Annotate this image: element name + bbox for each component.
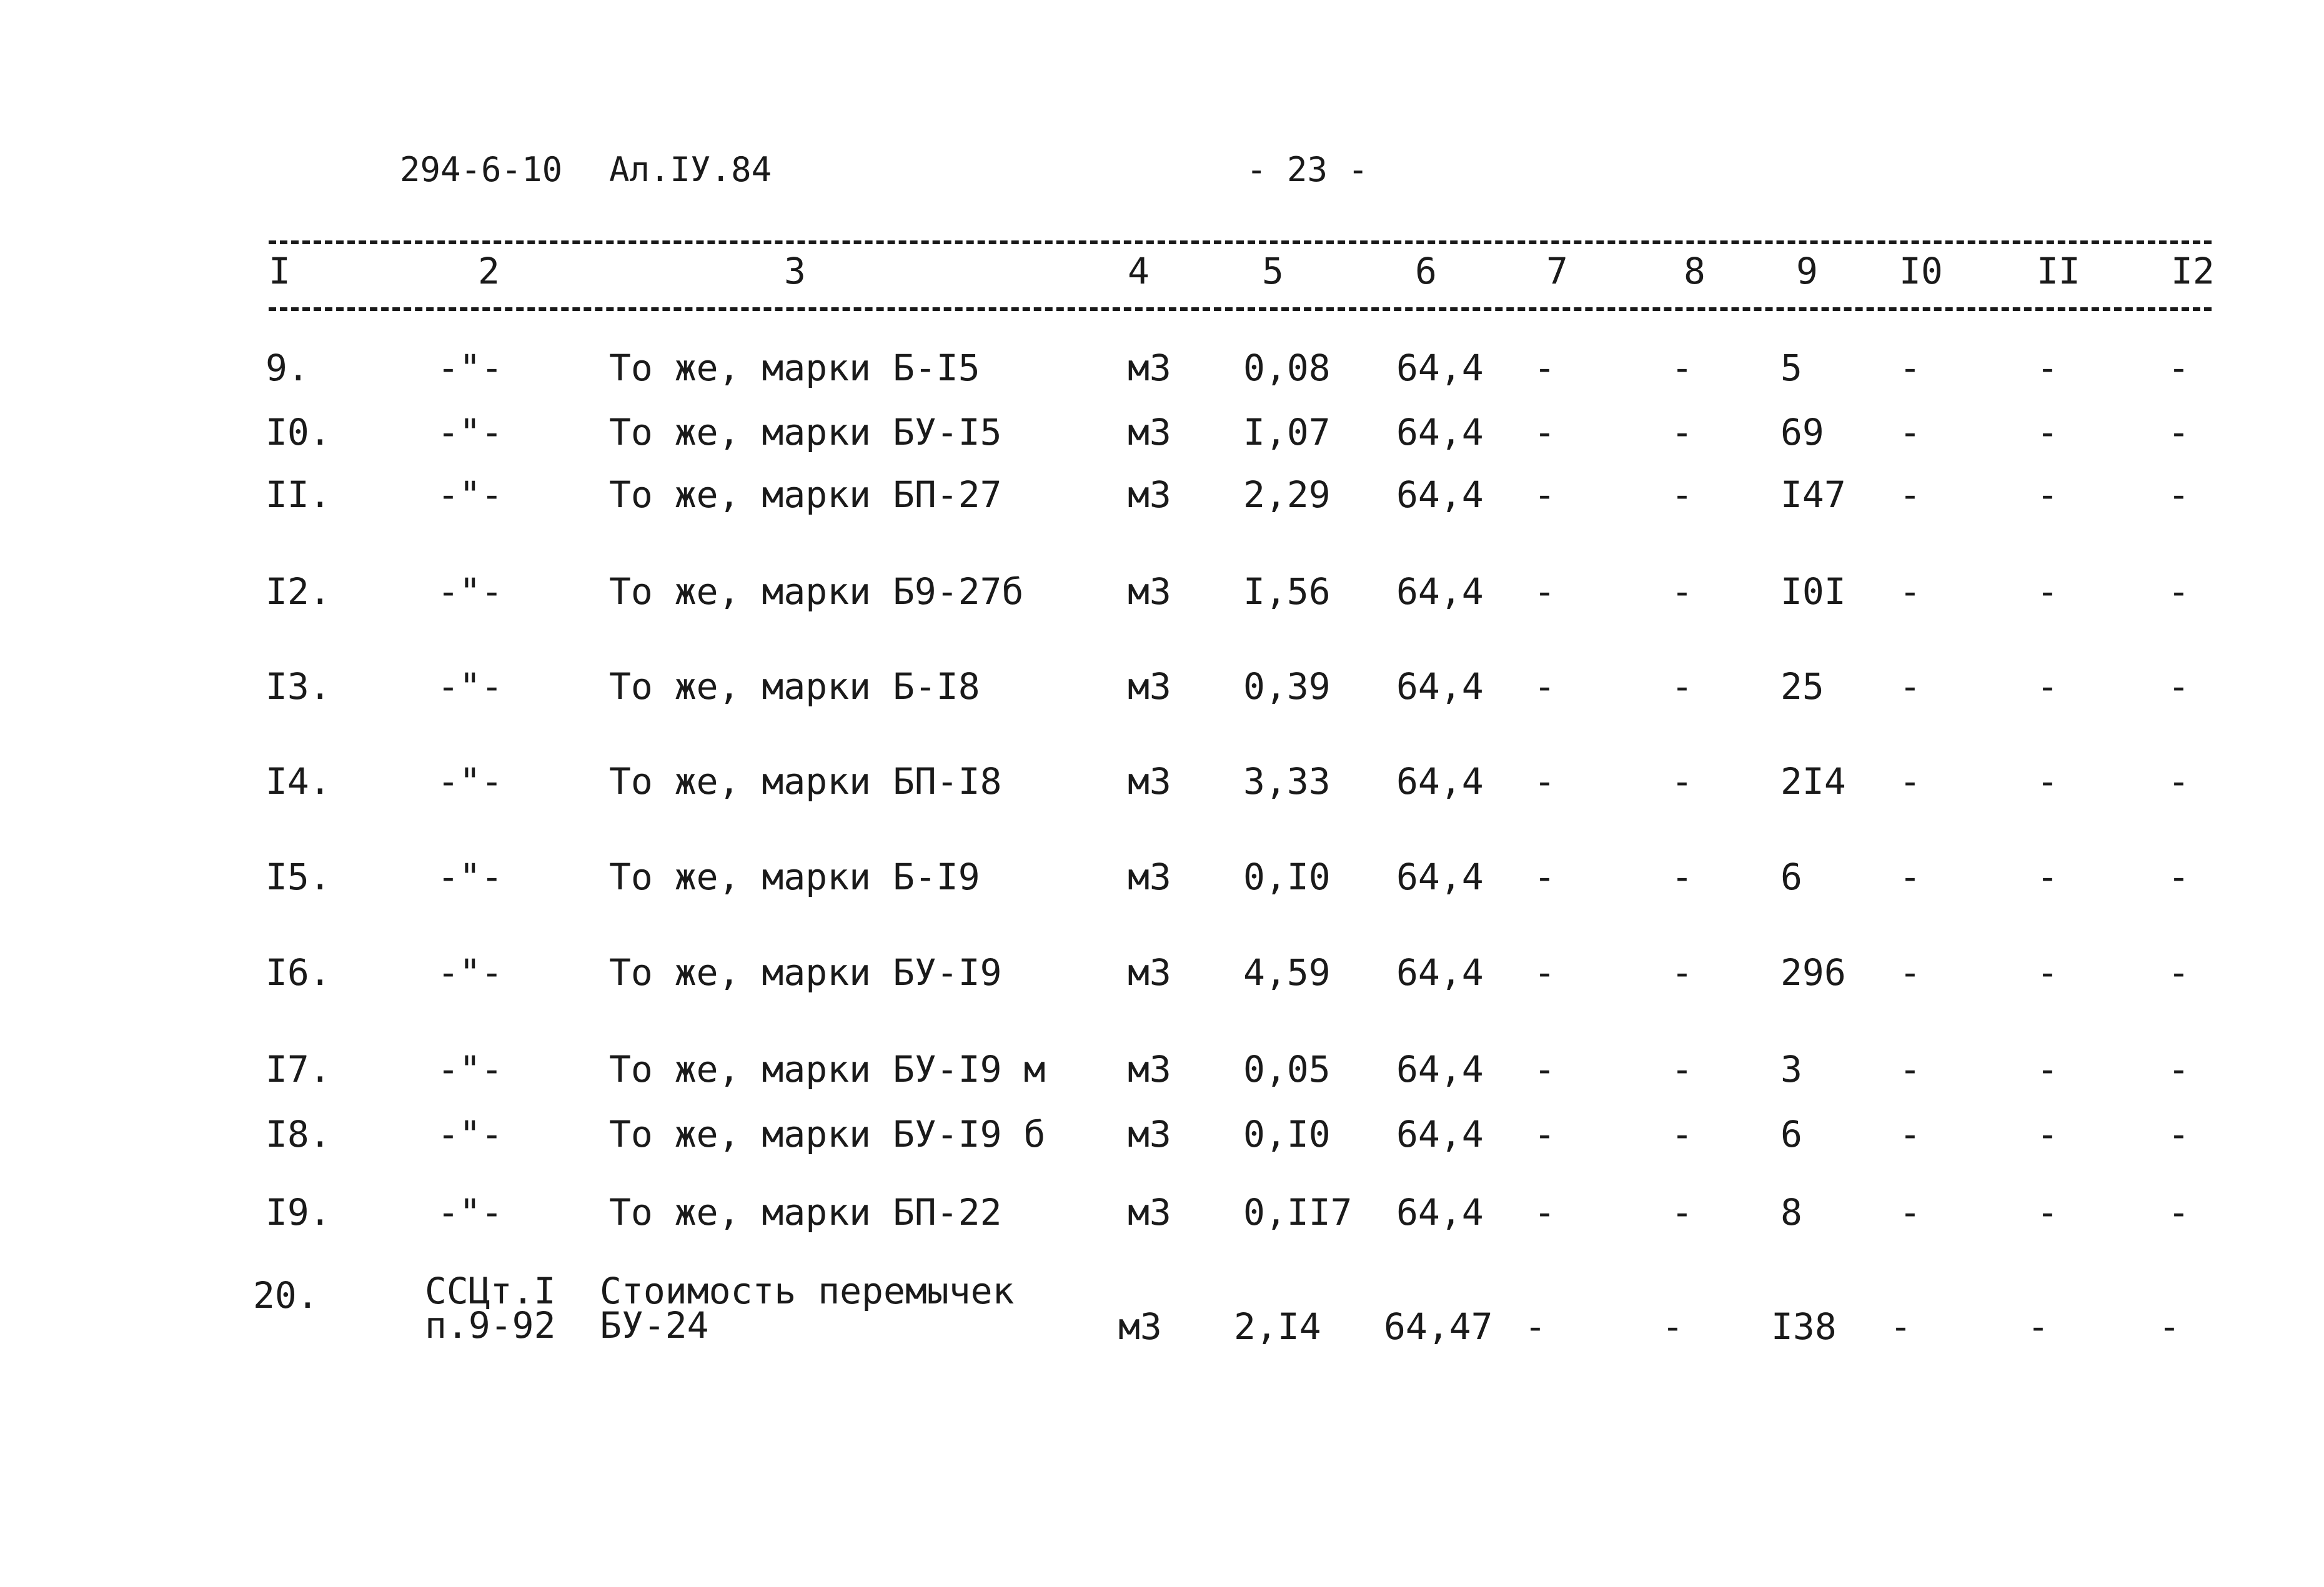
unit-cell: м3	[1118, 1305, 1162, 1348]
total-cell: 8	[1780, 1191, 1802, 1234]
col8-cell: -	[1671, 347, 1693, 389]
unit-cell: м3	[1128, 1048, 1171, 1090]
price-cell: 64,4	[1396, 1191, 1484, 1234]
col7-cell: -	[1534, 1191, 1556, 1234]
col7-cell: -	[1534, 1048, 1556, 1090]
total-cell: 69	[1780, 411, 1824, 453]
price-reference: -"-	[437, 856, 503, 898]
price-reference: -"-	[437, 951, 503, 994]
row-number: I9.	[266, 1191, 331, 1234]
col7-cell: -	[1534, 760, 1556, 803]
col12-cell: -	[2168, 473, 2190, 516]
col12-cell: -	[2168, 1048, 2190, 1090]
row-number: I3.	[266, 665, 331, 708]
column-number-10: I0	[1899, 250, 1943, 292]
col10-cell: -	[1899, 570, 1921, 613]
item-description: То же, марки Б-I5	[609, 347, 980, 389]
unit-cell: м3	[1128, 473, 1171, 516]
quantity-cell: I,56	[1243, 570, 1331, 613]
col7-cell: -	[1534, 347, 1556, 389]
total-cell: 3	[1780, 1048, 1802, 1090]
col11-cell: -	[2037, 570, 2058, 613]
item-description: То же, марки БП-27	[609, 473, 1002, 516]
col11-cell: -	[2037, 760, 2058, 803]
item-description: То же, марки БУ-I9 б	[609, 1113, 1046, 1155]
price-cell: 64,47	[1384, 1305, 1493, 1348]
row-number: II.	[266, 473, 331, 516]
unit-cell: м3	[1128, 856, 1171, 898]
price-reference: -"-	[437, 760, 503, 803]
column-number-2: 2	[478, 250, 500, 292]
column-number-4: 4	[1128, 250, 1150, 292]
row-number: I6.	[266, 951, 331, 994]
quantity-cell: 3,33	[1243, 760, 1331, 803]
col8-cell: -	[1671, 665, 1693, 708]
price-reference: -"-	[437, 1048, 503, 1090]
total-cell: 6	[1780, 856, 1802, 898]
col11-cell: -	[2027, 1305, 2049, 1348]
quantity-cell: 0,I0	[1243, 1113, 1331, 1155]
item-description: То же, марки БП-I8	[609, 760, 1002, 803]
column-number-9: 9	[1796, 250, 1818, 292]
quantity-cell: 0,08	[1243, 347, 1331, 389]
col11-cell: -	[2037, 347, 2058, 389]
col7-cell: -	[1534, 951, 1556, 994]
price-cell: 64,4	[1396, 665, 1484, 708]
col7-cell: -	[1534, 411, 1556, 453]
total-cell: I0I	[1780, 570, 1846, 613]
item-description: То же, марки БУ-I5	[609, 411, 1002, 453]
col12-cell: -	[2168, 760, 2190, 803]
col11-cell: -	[2037, 856, 2058, 898]
row-number: I7.	[266, 1048, 331, 1090]
col12-cell: -	[2168, 856, 2190, 898]
col11-cell: -	[2037, 1048, 2058, 1090]
col12-cell: -	[2168, 951, 2190, 994]
col11-cell: -	[2037, 665, 2058, 708]
col8-cell: -	[1671, 1113, 1693, 1155]
price-cell: 64,4	[1396, 1048, 1484, 1090]
column-number-8: 8	[1684, 250, 1706, 292]
col12-cell: -	[2168, 347, 2190, 389]
quantity-cell: I,07	[1243, 411, 1331, 453]
col10-cell: -	[1899, 347, 1921, 389]
col8-cell: -	[1671, 951, 1693, 994]
col10-cell: -	[1899, 473, 1921, 516]
col10-cell: -	[1899, 1048, 1921, 1090]
row-number: I8.	[266, 1113, 331, 1155]
table-header-rule	[269, 307, 2212, 311]
col8-cell: -	[1671, 570, 1693, 613]
col11-cell: -	[2037, 951, 2058, 994]
price-reference: -"-	[437, 1113, 503, 1155]
price-reference-line-1: ССЦт.I	[425, 1270, 556, 1312]
row-number: 20.	[253, 1274, 319, 1317]
col12-cell: -	[2168, 411, 2190, 453]
col7-cell: -	[1524, 1305, 1546, 1348]
col12-cell: -	[2168, 570, 2190, 613]
column-number-5: 5	[1262, 250, 1284, 292]
document-code: 294-6-10	[400, 150, 563, 189]
row-number: I4.	[266, 760, 331, 803]
total-cell: I38	[1771, 1305, 1837, 1348]
price-cell: 64,4	[1396, 856, 1484, 898]
col10-cell: -	[1899, 760, 1921, 803]
quantity-cell: 0,39	[1243, 665, 1331, 708]
price-reference: -"-	[437, 473, 503, 516]
price-reference	[425, 1270, 556, 1347]
item-description: То же, марки Б-I9	[609, 856, 980, 898]
total-cell: 6	[1780, 1113, 1802, 1155]
col8-cell: -	[1671, 1191, 1693, 1234]
quantity-cell: 0,II7	[1243, 1191, 1353, 1234]
col10-cell: -	[1899, 665, 1921, 708]
col12-cell: -	[2168, 1191, 2190, 1234]
col10-cell: -	[1899, 856, 1921, 898]
total-cell: 296	[1780, 951, 1846, 994]
total-cell: 25	[1780, 665, 1824, 708]
price-cell: 64,4	[1396, 347, 1484, 389]
col7-cell: -	[1534, 570, 1556, 613]
item-description: То же, марки БУ-I9	[609, 951, 1002, 994]
col8-cell: -	[1671, 1048, 1693, 1090]
col8-cell: -	[1662, 1305, 1684, 1348]
column-number-3: 3	[784, 250, 806, 292]
row-number: I5.	[266, 856, 331, 898]
unit-cell: м3	[1128, 411, 1171, 453]
page-number: - 23 -	[1246, 150, 1369, 189]
col7-cell: -	[1534, 665, 1556, 708]
unit-cell: м3	[1128, 347, 1171, 389]
unit-cell: м3	[1128, 951, 1171, 994]
unit-cell: м3	[1128, 665, 1171, 708]
item-description	[600, 1270, 1015, 1347]
col11-cell: -	[2037, 1113, 2058, 1155]
item-description: То же, марки Б9-27б	[609, 570, 1024, 613]
col7-cell: -	[1534, 1113, 1556, 1155]
column-number-12: I2	[2171, 250, 2215, 292]
price-cell: 64,4	[1396, 760, 1484, 803]
col8-cell: -	[1671, 411, 1693, 453]
total-cell: 2I4	[1780, 760, 1846, 803]
col10-cell: -	[1899, 951, 1921, 994]
col12-cell: -	[2158, 1305, 2180, 1348]
total-cell: I47	[1780, 473, 1846, 516]
price-reference: -"-	[437, 665, 503, 708]
price-reference: -"-	[437, 347, 503, 389]
item-description-line-2: БУ-24	[600, 1304, 709, 1347]
column-number-7: 7	[1546, 250, 1568, 292]
quantity-cell: 4,59	[1243, 951, 1331, 994]
row-number: I2.	[266, 570, 331, 613]
col8-cell: -	[1671, 760, 1693, 803]
unit-cell: м3	[1128, 1191, 1171, 1234]
price-cell: 64,4	[1396, 951, 1484, 994]
price-reference: -"-	[437, 570, 503, 613]
col8-cell: -	[1671, 856, 1693, 898]
price-cell: 64,4	[1396, 570, 1484, 613]
col12-cell: -	[2168, 1113, 2190, 1155]
table-top-rule	[269, 240, 2212, 244]
col11-cell: -	[2037, 1191, 2058, 1234]
col10-cell: -	[1899, 1113, 1921, 1155]
col7-cell: -	[1534, 856, 1556, 898]
col11-cell: -	[2037, 473, 2058, 516]
col10-cell: -	[1899, 1191, 1921, 1234]
price-reference: -"-	[437, 1191, 503, 1234]
total-cell: 5	[1780, 347, 1802, 389]
unit-cell: м3	[1128, 570, 1171, 613]
col10-cell: -	[1899, 411, 1921, 453]
price-cell: 64,4	[1396, 473, 1484, 516]
quantity-cell: 0,05	[1243, 1048, 1331, 1090]
column-number-1: I	[269, 250, 290, 292]
col7-cell: -	[1534, 473, 1556, 516]
item-description-line-1: Стоимость перемычек	[600, 1270, 1015, 1312]
column-number-6: 6	[1415, 250, 1437, 292]
col11-cell: -	[2037, 411, 2058, 453]
column-number-11: II	[2037, 250, 2080, 292]
quantity-cell: 2,29	[1243, 473, 1331, 516]
item-description: То же, марки Б-I8	[609, 665, 980, 708]
col10-cell: -	[1890, 1305, 1912, 1348]
price-reference-line-2: п.9-92	[425, 1304, 556, 1347]
col8-cell: -	[1671, 473, 1693, 516]
price-reference: -"-	[437, 411, 503, 453]
unit-cell: м3	[1128, 760, 1171, 803]
row-number: 9.	[266, 347, 309, 389]
album-reference: Ал.IУ.84	[609, 150, 772, 189]
row-number: I0.	[266, 411, 331, 453]
quantity-cell: 0,I0	[1243, 856, 1331, 898]
price-cell: 64,4	[1396, 1113, 1484, 1155]
col12-cell: -	[2168, 665, 2190, 708]
price-cell: 64,4	[1396, 411, 1484, 453]
quantity-cell: 2,I4	[1234, 1305, 1321, 1348]
item-description: То же, марки БУ-I9 м	[609, 1048, 1046, 1090]
item-description: То же, марки БП-22	[609, 1191, 1002, 1234]
unit-cell: м3	[1128, 1113, 1171, 1155]
